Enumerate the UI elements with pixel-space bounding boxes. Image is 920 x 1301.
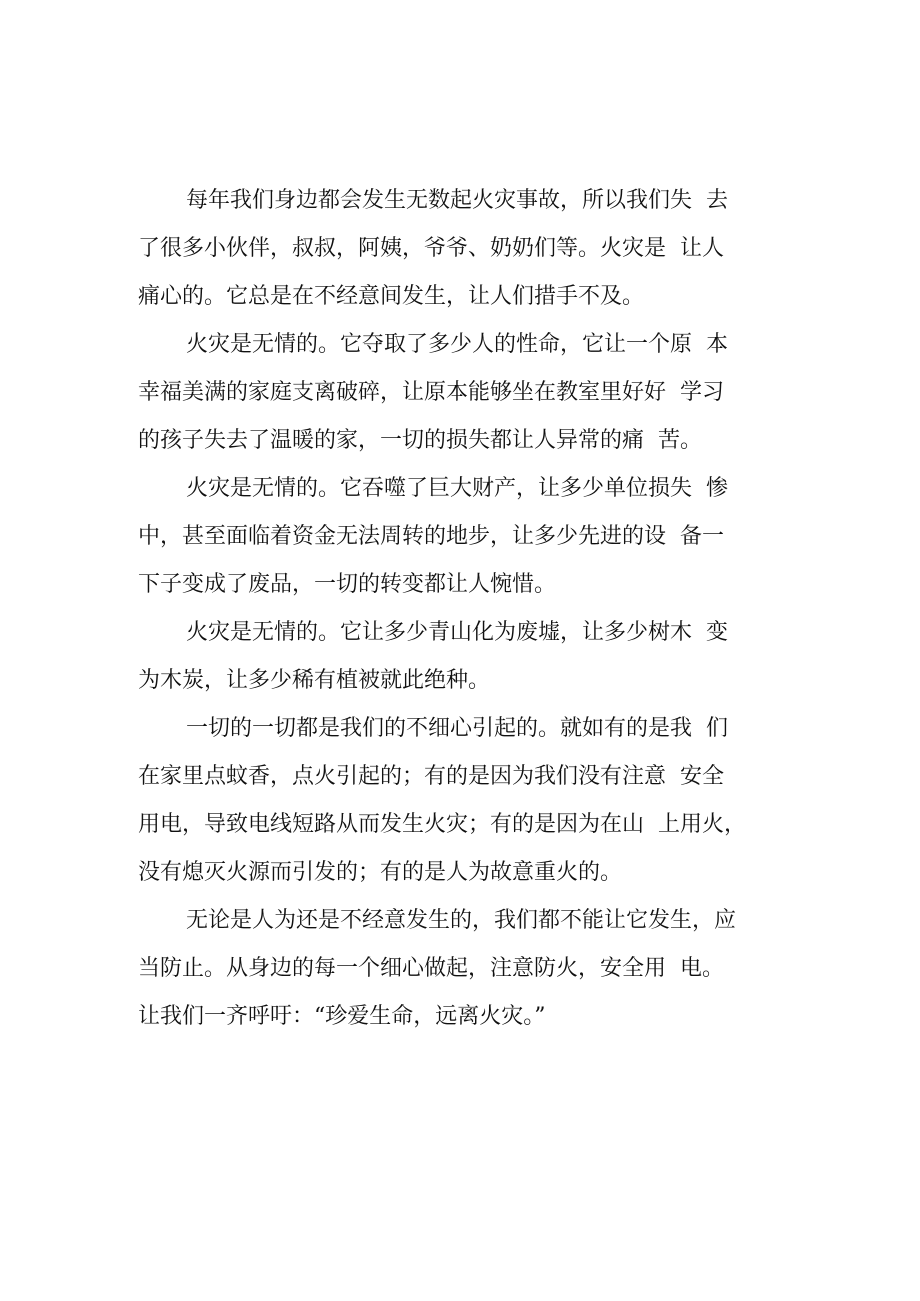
text-line: 火灾是无情的。它吞噬了巨大财产，让多少单位损失 惨 xyxy=(186,476,728,501)
text-line: 让我们一齐呼吁：“珍爱生命，远离火灾。” xyxy=(138,1004,546,1029)
text-line: 火灾是无情的。它夺取了多少人的性命，它让一个原 本 xyxy=(186,332,728,357)
text-line: 幸福美满的家庭支离破碎，让原本能够坐在教室里好好 学习 xyxy=(138,380,724,405)
text-line: 火灾是无情的。它让多少青山化为废墟，让多少树木 变 xyxy=(186,620,728,645)
text-line: 为木炭，让多少稀有植被就此绝种。 xyxy=(138,668,491,693)
paragraph-4 xyxy=(138,613,798,709)
text-line: 当防止。从身边的每一个细心做起，注意防火，安全用 电。 xyxy=(138,956,724,981)
text-line: 了很多小伙伴，叔叔，阿姨，爷爷、奶奶们等。火灾是 让人 xyxy=(138,236,724,261)
text-line: 中，甚至面临着资金无法周转的地步，让多少先进的设 备一 xyxy=(138,524,724,549)
text-line: 每年我们身边都会发生无数起火灾事故，所以我们失 去 xyxy=(186,188,728,213)
text-line: 一切的一切都是我们的不细心引起的。就如有的是我 们 xyxy=(186,716,728,741)
paragraph-3 xyxy=(138,469,798,613)
paragraph-2 xyxy=(138,325,798,469)
text-line: 用电，导致电线短路从而发生火灾；有的是因为在山 上用火， xyxy=(138,812,746,837)
text-line: 在家里点蚊香，点火引起的；有的是因为我们没有注意 安全 xyxy=(138,764,724,789)
text-line: 下子变成了废品，一切的转变都让人惋惜。 xyxy=(138,572,557,597)
text-line: 的孩子失去了温暖的家，一切的损失都让人异常的痛 苦。 xyxy=(138,428,702,453)
text-line: 没有熄灭火源而引发的；有的是人为故意重火的。 xyxy=(138,860,623,885)
paragraph-6 xyxy=(138,901,798,1045)
text-line: 无论是人为还是不经意发生的，我们都不能让它发生，应 xyxy=(186,908,737,933)
paragraph-1 xyxy=(138,181,798,325)
paragraph-5 xyxy=(138,709,798,901)
document-page xyxy=(138,181,798,1045)
text-line: 痛心的。它总是在不经意间发生，让人们措手不及。 xyxy=(138,284,645,309)
